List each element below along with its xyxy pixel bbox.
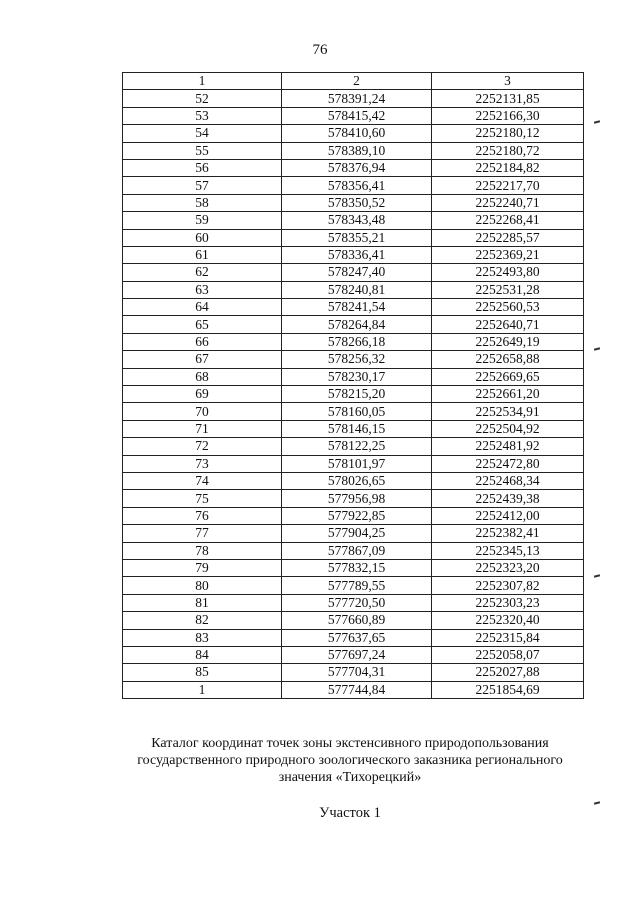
scan-margin-mark — [594, 574, 600, 577]
x-coordinate-cell: 578415,42 — [282, 107, 432, 124]
y-coordinate-cell: 2252027,88 — [432, 664, 584, 681]
table-row — [123, 351, 584, 368]
table-row — [123, 316, 584, 333]
x-coordinate-cell: 578247,40 — [282, 264, 432, 281]
x-coordinate-cell: 578122,25 — [282, 438, 432, 455]
table-row — [123, 159, 584, 176]
table-row — [123, 577, 584, 594]
y-coordinate-cell: 2252320,40 — [432, 612, 584, 629]
x-coordinate-cell: 578146,15 — [282, 420, 432, 437]
scan-margin-mark — [594, 347, 600, 350]
table-row — [123, 212, 584, 229]
point-number-cell: 53 — [123, 107, 282, 124]
x-coordinate-cell: 578356,41 — [282, 177, 432, 194]
table-row — [123, 386, 584, 403]
y-coordinate-cell: 2252439,38 — [432, 490, 584, 507]
point-number-cell: 69 — [123, 386, 282, 403]
table-row — [123, 681, 584, 698]
table-row — [123, 594, 584, 611]
y-coordinate-cell: 2252472,80 — [432, 455, 584, 472]
table-row — [123, 438, 584, 455]
table-row — [123, 629, 584, 646]
table-row — [123, 368, 584, 385]
x-coordinate-cell: 577720,50 — [282, 594, 432, 611]
table-row — [123, 194, 584, 211]
point-number-cell: 59 — [123, 212, 282, 229]
column-header-x: 2 — [282, 73, 432, 90]
y-coordinate-cell: 2252315,84 — [432, 629, 584, 646]
x-coordinate-cell: 578391,24 — [282, 90, 432, 107]
point-number-cell: 66 — [123, 333, 282, 350]
y-coordinate-cell: 2252217,70 — [432, 177, 584, 194]
table-row — [123, 646, 584, 663]
x-coordinate-cell: 578101,97 — [282, 455, 432, 472]
point-number-cell: 56 — [123, 159, 282, 176]
column-header-y: 3 — [432, 73, 584, 90]
x-coordinate-cell: 577867,09 — [282, 542, 432, 559]
y-coordinate-cell: 2252131,85 — [432, 90, 584, 107]
y-coordinate-cell: 2252382,41 — [432, 525, 584, 542]
y-coordinate-cell: 2252468,34 — [432, 472, 584, 489]
x-coordinate-cell: 577704,31 — [282, 664, 432, 681]
x-coordinate-cell: 578215,20 — [282, 386, 432, 403]
x-coordinate-cell: 578230,17 — [282, 368, 432, 385]
point-number-cell: 64 — [123, 299, 282, 316]
table-row — [123, 612, 584, 629]
x-coordinate-cell: 578240,81 — [282, 281, 432, 298]
table-row — [123, 125, 584, 142]
point-number-cell: 63 — [123, 281, 282, 298]
x-coordinate-cell: 578343,48 — [282, 212, 432, 229]
x-coordinate-cell: 578355,21 — [282, 229, 432, 246]
y-coordinate-cell: 2252481,92 — [432, 438, 584, 455]
point-number-cell: 60 — [123, 229, 282, 246]
point-number-cell: 83 — [123, 629, 282, 646]
point-number-cell: 84 — [123, 646, 282, 663]
x-coordinate-cell: 577956,98 — [282, 490, 432, 507]
y-coordinate-cell: 2252323,20 — [432, 559, 584, 576]
y-coordinate-cell: 2252649,19 — [432, 333, 584, 350]
point-number-cell: 1 — [123, 681, 282, 698]
point-number-cell: 74 — [123, 472, 282, 489]
point-number-cell: 82 — [123, 612, 282, 629]
point-number-cell: 67 — [123, 351, 282, 368]
point-number-cell: 68 — [123, 368, 282, 385]
table-row — [123, 107, 584, 124]
y-coordinate-cell: 2252504,92 — [432, 420, 584, 437]
point-number-cell: 57 — [123, 177, 282, 194]
y-coordinate-cell: 2252369,21 — [432, 246, 584, 263]
y-coordinate-cell: 2252166,30 — [432, 107, 584, 124]
y-coordinate-cell: 2252560,53 — [432, 299, 584, 316]
table-row — [123, 542, 584, 559]
x-coordinate-cell: 578350,52 — [282, 194, 432, 211]
x-coordinate-cell: 577832,15 — [282, 559, 432, 576]
table-row — [123, 299, 584, 316]
point-number-cell: 77 — [123, 525, 282, 542]
table-row — [123, 246, 584, 263]
table-row — [123, 559, 584, 576]
y-coordinate-cell: 2252184,82 — [432, 159, 584, 176]
table-row — [123, 281, 584, 298]
table-row — [123, 420, 584, 437]
table-header-row — [123, 73, 584, 90]
point-number-cell: 54 — [123, 125, 282, 142]
point-number-cell: 73 — [123, 455, 282, 472]
y-coordinate-cell: 2252669,65 — [432, 368, 584, 385]
point-number-cell: 78 — [123, 542, 282, 559]
point-number-cell: 52 — [123, 90, 282, 107]
coordinates-table — [122, 72, 584, 699]
table-row — [123, 264, 584, 281]
table-row — [123, 455, 584, 472]
y-coordinate-cell: 2252345,13 — [432, 542, 584, 559]
y-coordinate-cell: 2252531,28 — [432, 281, 584, 298]
table-body — [123, 90, 584, 699]
point-number-cell: 62 — [123, 264, 282, 281]
y-coordinate-cell: 2252493,80 — [432, 264, 584, 281]
y-coordinate-cell: 2252240,71 — [432, 194, 584, 211]
point-number-cell: 72 — [123, 438, 282, 455]
table-row — [123, 142, 584, 159]
y-coordinate-cell: 2252303,23 — [432, 594, 584, 611]
x-coordinate-cell: 577660,89 — [282, 612, 432, 629]
column-header-point: 1 — [123, 73, 282, 90]
point-number-cell: 75 — [123, 490, 282, 507]
table-row — [123, 490, 584, 507]
x-coordinate-cell: 578160,05 — [282, 403, 432, 420]
point-number-cell: 81 — [123, 594, 282, 611]
table-caption — [100, 735, 600, 786]
point-number-cell: 55 — [123, 142, 282, 159]
y-coordinate-cell: 2252658,88 — [432, 351, 584, 368]
x-coordinate-cell: 578256,32 — [282, 351, 432, 368]
x-coordinate-cell: 577904,25 — [282, 525, 432, 542]
point-number-cell: 70 — [123, 403, 282, 420]
point-number-cell: 85 — [123, 664, 282, 681]
point-number-cell: 80 — [123, 577, 282, 594]
x-coordinate-cell: 577922,85 — [282, 507, 432, 524]
point-number-cell: 71 — [123, 420, 282, 437]
x-coordinate-cell: 578241,54 — [282, 299, 432, 316]
table-row — [123, 90, 584, 107]
y-coordinate-cell: 2252661,20 — [432, 386, 584, 403]
table-row — [123, 664, 584, 681]
point-number-cell: 79 — [123, 559, 282, 576]
page-number: 76 — [312, 42, 328, 58]
x-coordinate-cell: 578389,10 — [282, 142, 432, 159]
x-coordinate-cell: 577637,65 — [282, 629, 432, 646]
x-coordinate-cell: 578026,65 — [282, 472, 432, 489]
scan-margin-mark — [594, 120, 600, 123]
x-coordinate-cell: 578376,94 — [282, 159, 432, 176]
x-coordinate-cell: 578264,84 — [282, 316, 432, 333]
y-coordinate-cell: 2252058,07 — [432, 646, 584, 663]
y-coordinate-cell: 2252268,41 — [432, 212, 584, 229]
x-coordinate-cell: 577744,84 — [282, 681, 432, 698]
y-coordinate-cell: 2252285,57 — [432, 229, 584, 246]
y-coordinate-cell: 2252180,72 — [432, 142, 584, 159]
table-row — [123, 525, 584, 542]
x-coordinate-cell: 578336,41 — [282, 246, 432, 263]
section-title: Участок 1 — [319, 805, 381, 821]
x-coordinate-cell: 577789,55 — [282, 577, 432, 594]
table-row — [123, 403, 584, 420]
y-coordinate-cell: 2251854,69 — [432, 681, 584, 698]
point-number-cell: 65 — [123, 316, 282, 333]
table-row — [123, 507, 584, 524]
caption-line: государственного природного зоологического заказника регионального — [137, 753, 563, 768]
x-coordinate-cell: 578266,18 — [282, 333, 432, 350]
table-row — [123, 177, 584, 194]
y-coordinate-cell: 2252534,91 — [432, 403, 584, 420]
point-number-cell: 61 — [123, 246, 282, 263]
table-row — [123, 333, 584, 350]
y-coordinate-cell: 2252640,71 — [432, 316, 584, 333]
y-coordinate-cell: 2252180,12 — [432, 125, 584, 142]
y-coordinate-cell: 2252307,82 — [432, 577, 584, 594]
table-row — [123, 472, 584, 489]
y-coordinate-cell: 2252412,00 — [432, 507, 584, 524]
point-number-cell: 58 — [123, 194, 282, 211]
x-coordinate-cell: 577697,24 — [282, 646, 432, 663]
caption-line: Каталог координат точек зоны экстенсивного природопользования — [151, 736, 549, 751]
x-coordinate-cell: 578410,60 — [282, 125, 432, 142]
caption-line: значения «Тихорецкий» — [278, 770, 422, 785]
table-row — [123, 229, 584, 246]
point-number-cell: 76 — [123, 507, 282, 524]
